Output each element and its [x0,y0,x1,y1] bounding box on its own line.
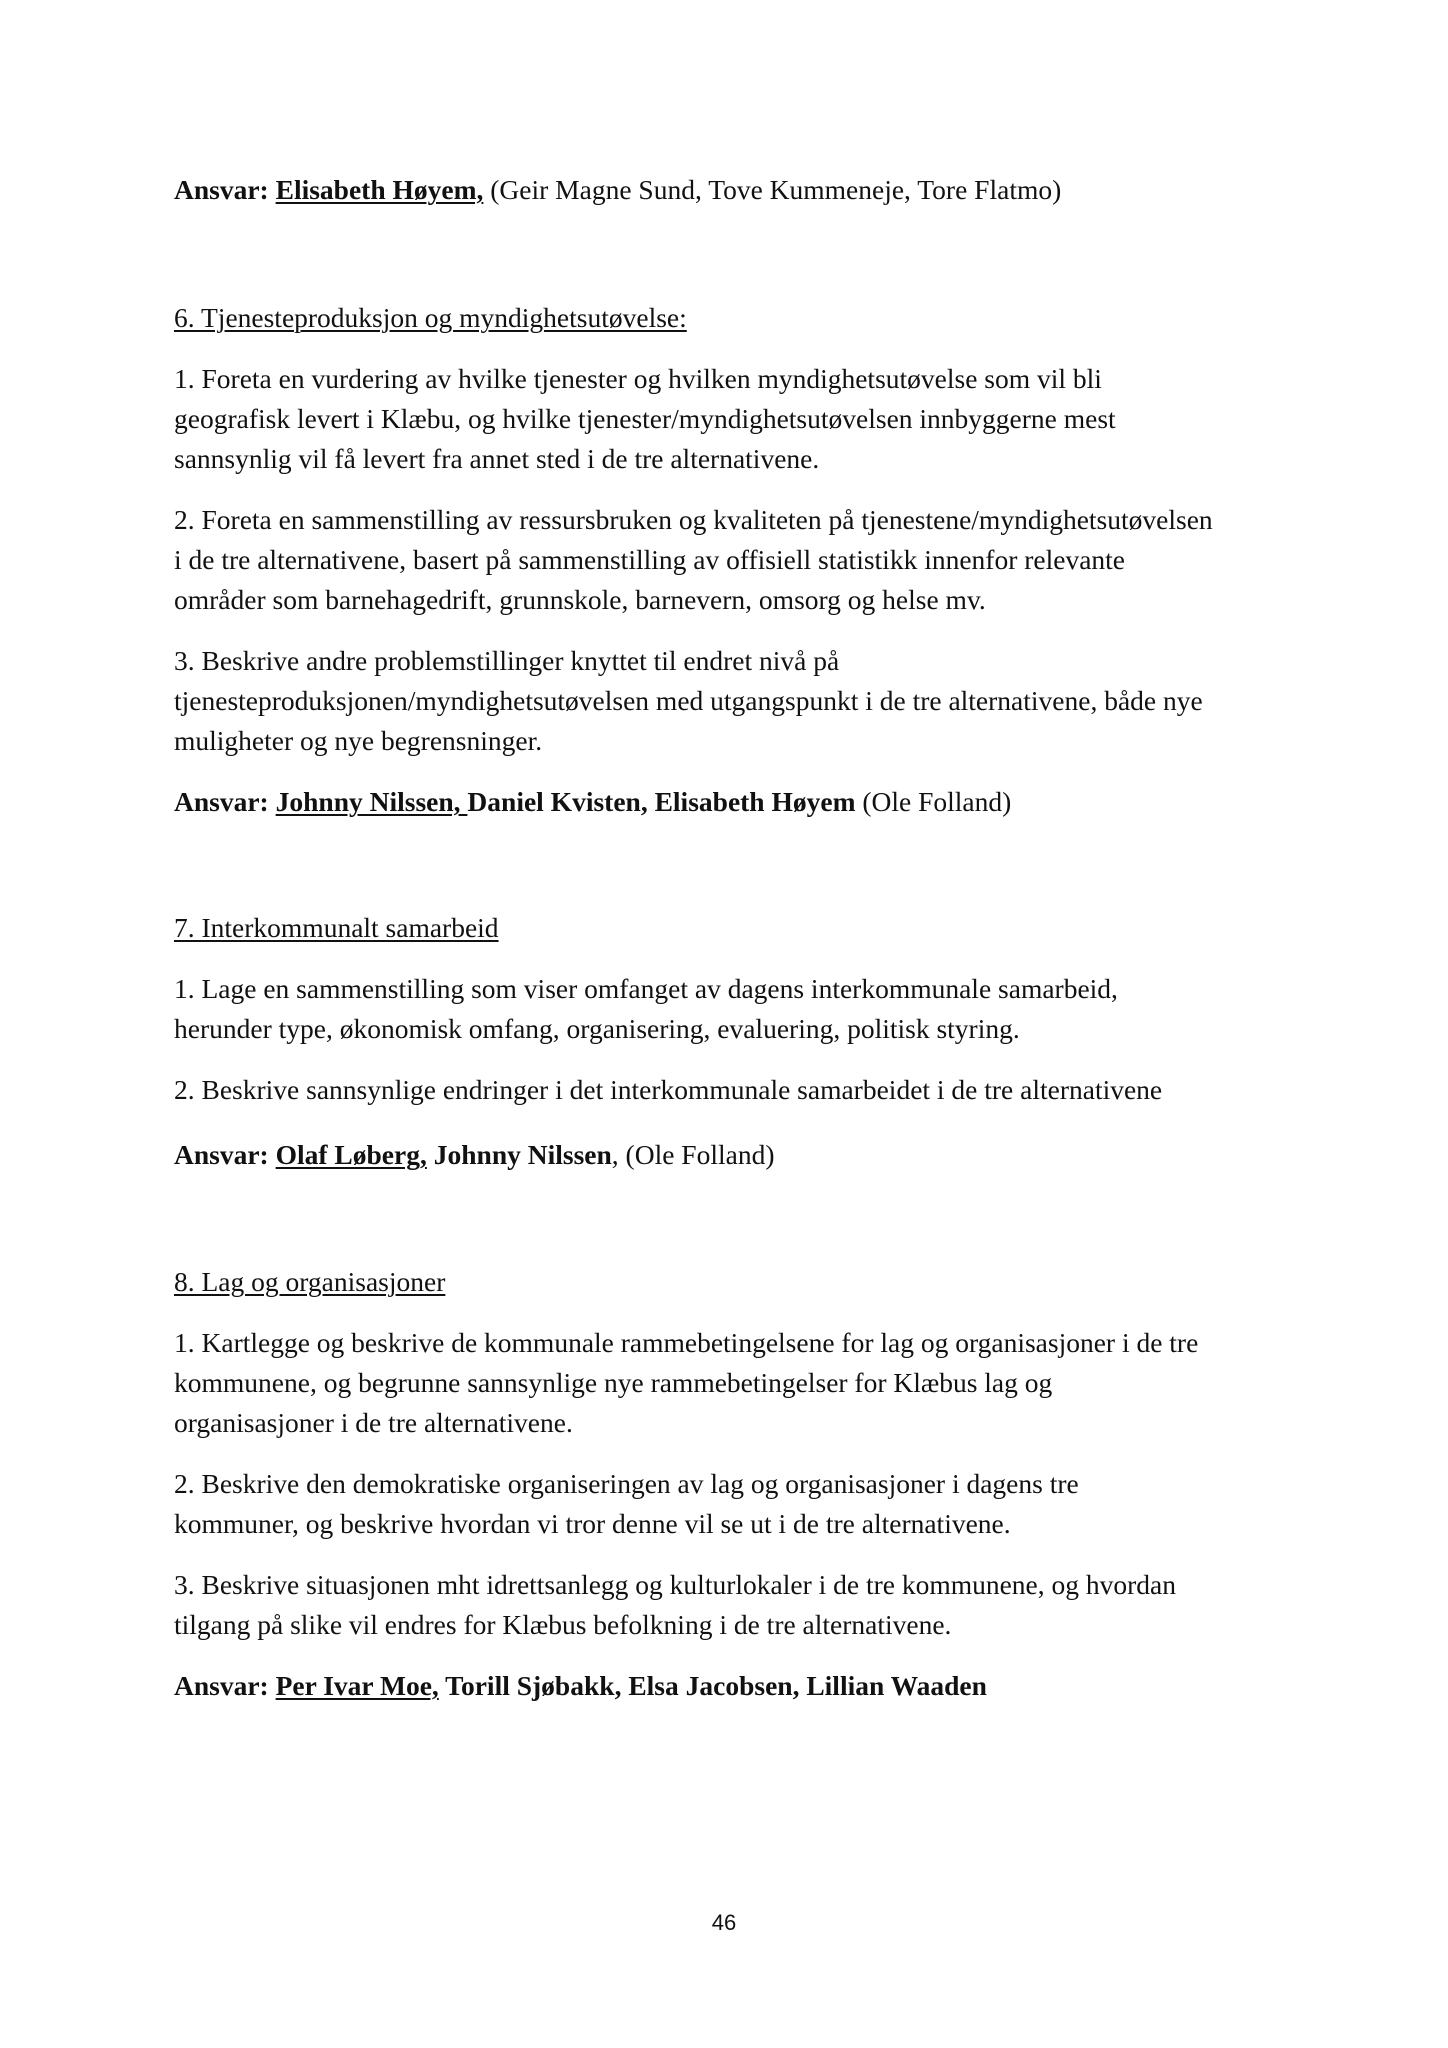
ansvar-others: , (Ole Folland) [611,1139,775,1170]
section-heading-7: 7. Interkommunalt samarbeid [174,912,499,943]
s8-item1-line3: organisasjoner i de tre alternativene. [174,1407,573,1438]
s6-item2-line3: områder som barnehagedrift, grunnskole, barnevern, omsorg og helse mv. [174,584,986,615]
ansvar-line-s7 [174,1135,774,1175]
s7-item2-line1: 2. Beskrive sannsynlige endringer i det interkommunale samarbeidet i de tre alternativene [174,1074,1163,1105]
ansvar-lead-name: Johnny Nilssen, [275,786,468,817]
ansvar-label: Ansvar: [174,1139,269,1170]
ansvar-line-s6 [174,782,1011,822]
s8-item2-line1: 2. Beskrive den demokratiske organiseringen av lag og organisasjoner i dagens tre [174,1468,1079,1499]
page-number: 46 [711,1910,737,1935]
ansvar-members: Johnny Nilssen [426,1139,612,1170]
ansvar-label: Ansvar: [174,1670,269,1701]
s6-item2-line1: 2. Foreta en sammenstilling av ressursbruken og kvaliteten på tjenestene/myndighetsutøvelsen [174,504,1213,535]
s6-item1-line3: sannsynlig vil få levert fra annet sted i de tre alternativene. [174,443,820,474]
s6-item3-line2: tjenesteproduksjonen/myndighetsutøvelsen med utgangspunkt i de tre alternativene, både nye [174,685,1203,716]
ansvar-label: Ansvar: [174,174,269,205]
s6-item3-line3: muligheter og nye begrensninger. [174,725,543,756]
s8-item3-line1: 3. Beskrive situasjonen mht idrettsanlegg og kulturlokaler i de tre kommunene, og hvordan [174,1569,1177,1600]
s8-item2-line2: kommuner, og beskrive hvordan vi tror denne vil se ut i de tre alternativene. [174,1508,1011,1539]
ansvar-line-s8 [174,1666,987,1706]
s8-item1-line2: kommunene, og begrunne sannsynlige nye rammebetingelser for Klæbus lag og [174,1367,1053,1398]
ansvar-lead-name: Per Ivar Moe, [275,1670,439,1701]
s6-item1-line1: 1. Foreta en vurdering av hvilke tjenester og hvilken myndighetsutøvelse som vil bli [174,363,1102,394]
ansvar-members: Torill Sjøbakk, Elsa Jacobsen, Lillian Waaden [438,1670,987,1701]
s8-item1-line1: 1. Kartlegge og beskrive de kommunale rammebetingelsene for lag og organisasjoner i de tre [174,1327,1199,1358]
ansvar-label: Ansvar: [174,786,269,817]
ansvar-members: Daniel Kvisten, Elisabeth Høyem [467,786,856,817]
ansvar-lead-name: Olaf Løberg, [275,1139,427,1170]
ansvar-line-top [174,170,1061,210]
s6-item1-line2: geografisk levert i Klæbu, og hvilke tjenester/myndighetsutøvelsen innbyggerne mest [174,403,1116,434]
s7-item1-line1: 1. Lage en sammenstilling som viser omfanget av dagens interkommunale samarbeid, [174,973,1118,1004]
ansvar-others: (Ole Folland) [855,786,1012,817]
ansvar-others: (Geir Magne Sund, Tove Kummeneje, Tore Flatmo) [483,174,1062,205]
s7-item1-line2: herunder type, økonomisk omfang, organisering, evaluering, politisk styring. [174,1013,1020,1044]
ansvar-lead-name: Elisabeth Høyem, [275,174,484,205]
s8-item3-line2: tilgang på slike vil endres for Klæbus befolkning i de tre alternativene. [174,1609,952,1640]
s6-item2-line2: i de tre alternativene, basert på sammenstilling av offisiell statistikk innenfor relevante [174,544,1125,575]
section-heading-6: 6. Tjenesteproduksjon og myndighetsutøvelse: [174,302,687,333]
section-heading-8: 8. Lag og organisasjoner [174,1266,446,1297]
s6-item3-line1: 3. Beskrive andre problemstillinger knyttet til endret nivå på [174,645,840,676]
